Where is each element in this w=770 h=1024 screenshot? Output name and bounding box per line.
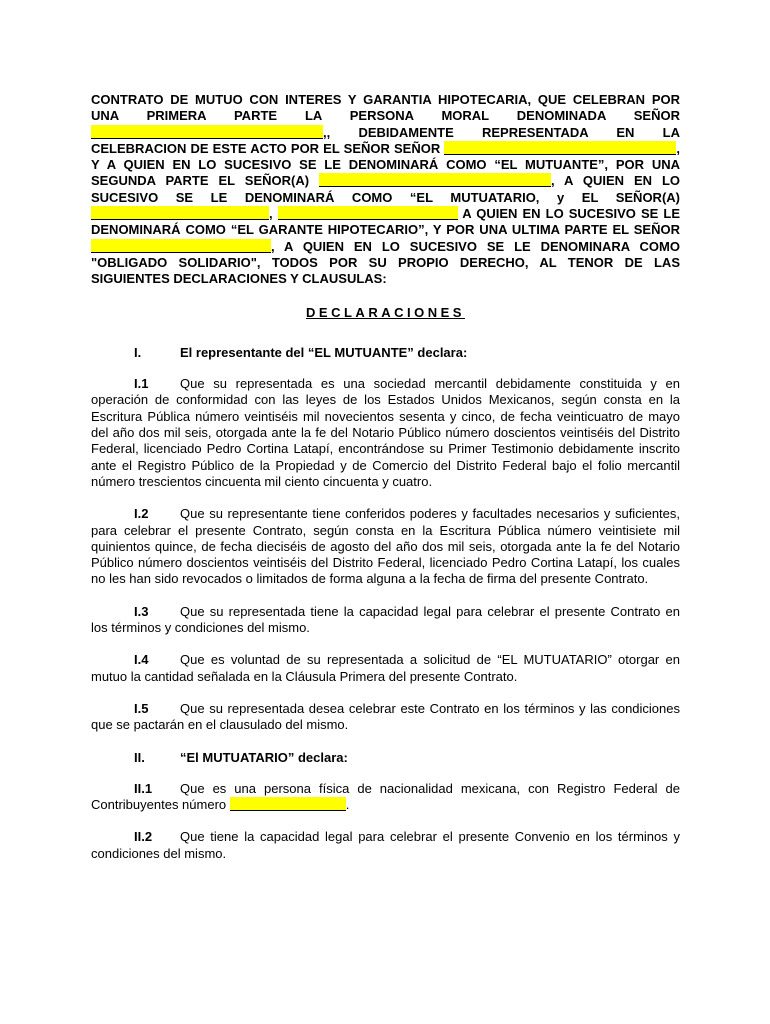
blank-field-moral-name[interactable]: [91, 125, 323, 139]
intro-text-4: , A QUIEN EN LO SUCESIVO SE LE DENOMINARÁ COMO “EL MUTUATARIO, y EL SEÑOR(A): [91, 173, 680, 205]
paragraph-text: Que su representada desea celebrar este Contrato en los términos y las condiciones que se pactarán en el clausulado del mismo.: [91, 700, 680, 733]
paragraph-number: I.5: [134, 700, 149, 716]
intro-text-5: ,: [269, 206, 273, 222]
section-heading-mutuante: [91, 345, 680, 361]
section-number: I.: [134, 344, 142, 360]
declarations-heading: DECLARACIONES: [306, 304, 465, 320]
contract-intro: [91, 92, 680, 288]
intro-text-1: CONTRATO DE MUTUO CON INTERES Y GARANTIA HIPOTECARIA, QUE CELEBRAN POR UNA PRIMERA PARTE LA PERSONA MORAL DENOMINADA SEÑOR: [91, 92, 680, 124]
blank-field-garante-2[interactable]: [278, 206, 458, 220]
paragraph-text: Que su representada tiene la capacidad legal para celebrar el presente Contrato en los términos y condiciones del mismo.: [91, 603, 680, 636]
section-title: El representante del “EL MUTUANTE” declara:: [180, 344, 468, 360]
section-title: “El MUTUATARIO” declara:: [180, 749, 348, 765]
declaration-paragraph: [91, 829, 680, 862]
blank-field-representative[interactable]: [444, 141, 676, 155]
declaration-paragraph: [91, 652, 680, 685]
paragraph-text: Que su representante tiene conferidos poderes y facultades necesarios y suficientes, para celebrar el presente Contrato, según consta en la Escritura Pública número veintisiete mil quinientos quince, de fecha dieciséis de agosto del año dos mil seis, otorgada ante la fe del Notario Público número doscientos veintiséis del Distrito Federal, licenciado Pedro Cortina Latapí, los cuales no les han sido revocados o limitados de forma alguna a la fecha de firma del presente Contrato.: [91, 506, 680, 587]
document-body: [91, 92, 680, 862]
paragraph-number: I.2: [134, 506, 149, 522]
paragraph-number: I.1: [134, 376, 149, 392]
blank-field-obligado[interactable]: [91, 239, 271, 253]
declaration-paragraph: [91, 701, 680, 734]
paragraph-number: I.4: [134, 652, 149, 668]
declaration-paragraph: [91, 506, 680, 587]
intro-text-6: A QUIEN EN LO SUCESIVO SE LE DENOMINARÁ COMO “EL GARANTE HIPOTECARIO”, Y POR UNA ULTIMA PARTE EL SEÑOR: [91, 206, 681, 238]
paragraph-number: II.2: [134, 829, 153, 845]
intro-text-7: , A QUIEN EN LO SUCESIVO SE LE DENOMINARA COMO "OBLIGADO SOLIDARIO", TODOS POR SU PROPIO DERECHO, AL TENOR DE LAS SIGUIENTES DECLARACIONES Y CLAUSULAS:: [91, 238, 680, 287]
blank-field-mutuatario[interactable]: [319, 173, 551, 187]
paragraph-text: Que su representada es una sociedad mercantil debidamente constituida y en operación de conformidad con las leyes de los Estados Unidos Mexicanos, según consta en la Escritura Pública número veintiséis mil novecientos sesenta y cinco, de fecha veinticuatro de mayo del año dos mil seis, otorgada ante la fe del Notario Público número doscientos veintiséis del Distrito Federal, licenciado Pedro Cortina Latapí, encontrándose su Primer Testimonio debidamente inscrito ante el Registro Público de la Propiedad y de Comercio del Distrito Federal bajo el folio mercantil número trescientos cincuenta mil ciento cincuenta y cuatro.: [91, 376, 680, 489]
paragraph-text: Que es una persona física de nacionalidad mexicana, con Registro Federal de Contribuyentes número: [91, 780, 680, 813]
declaration-paragraph: [91, 376, 680, 490]
intro-text-2: ,, DEBIDAMENTE REPRESENTADA EN LA CELEBRACION DE ESTE ACTO POR EL SEÑOR SEÑOR: [91, 124, 680, 156]
paragraph-number: II.1: [134, 780, 153, 796]
intro-text-3: , Y A QUIEN EN LO SUCESIVO SE LE DENOMINARÁ COMO “EL MUTUANTE”, POR UNA SEGUNDA PARTE EL SEÑOR(A): [91, 140, 680, 189]
blank-field-rfc[interactable]: [230, 797, 346, 811]
section-number: II.: [134, 749, 145, 765]
section-heading-mutuatario: [91, 750, 680, 766]
blank-field-garante[interactable]: [91, 206, 269, 220]
paragraph-text: Que tiene la capacidad legal para celebrar el presente Convenio en los términos y condiciones del mismo.: [91, 829, 680, 861]
declaration-paragraph: [91, 781, 680, 814]
paragraph-number: I.3: [134, 603, 149, 619]
declaration-paragraph: [91, 604, 680, 637]
paragraph-text-end: .: [345, 797, 350, 813]
paragraph-text: Que es voluntad de su representada a solicitud de “EL MUTUATARIO” otorgar en mutuo la cantidad señalada en la Cláusula Primera del presente Contrato.: [91, 652, 680, 684]
